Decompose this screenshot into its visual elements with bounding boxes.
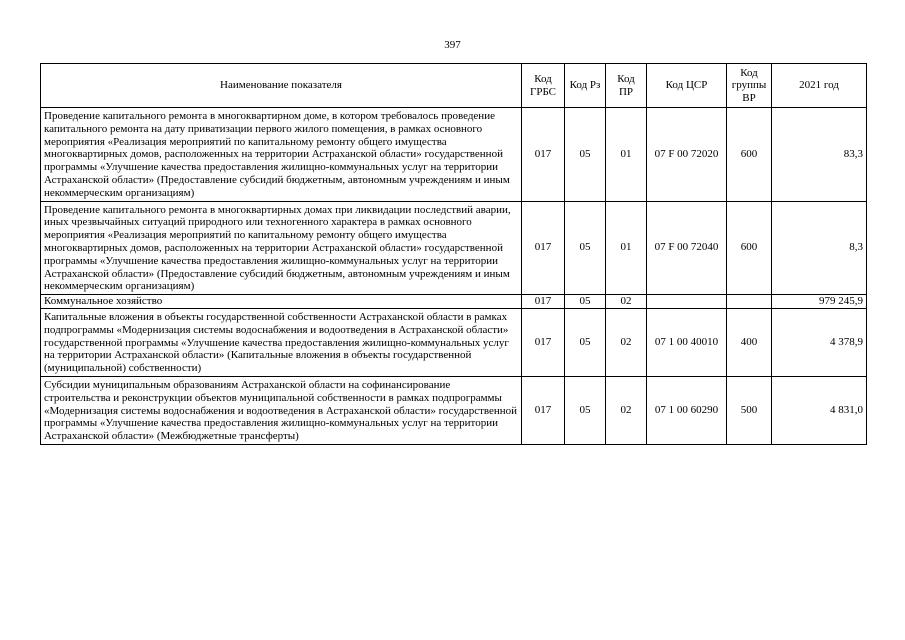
row-amount: 83,3 bbox=[772, 108, 867, 202]
row-vr: 500 bbox=[727, 376, 772, 444]
header-name: Наименование показателя bbox=[41, 64, 522, 108]
row-rz: 05 bbox=[565, 376, 606, 444]
row-csr: 07 F 00 72040 bbox=[647, 201, 727, 295]
row-csr: 07 1 00 60290 bbox=[647, 376, 727, 444]
header-csr: Код ЦСР bbox=[647, 64, 727, 108]
row-amount: 8,3 bbox=[772, 201, 867, 295]
page-number: 397 bbox=[444, 39, 461, 51]
header-vr: Код группы ВР bbox=[727, 64, 772, 108]
row-grbs: 017 bbox=[522, 376, 565, 444]
row-pr: 02 bbox=[606, 295, 647, 309]
header-rz: Код Рз bbox=[565, 64, 606, 108]
row-vr: 600 bbox=[727, 201, 772, 295]
table-header-row bbox=[41, 64, 867, 108]
row-vr bbox=[727, 295, 772, 309]
header-year: 2021 год bbox=[772, 64, 867, 108]
row-vr: 600 bbox=[727, 108, 772, 202]
row-name: Коммунальное хозяйство bbox=[41, 295, 522, 309]
row-pr: 01 bbox=[606, 201, 647, 295]
table-row bbox=[41, 108, 867, 202]
row-pr: 02 bbox=[606, 308, 647, 376]
row-amount: 979 245,9 bbox=[772, 295, 867, 309]
row-rz: 05 bbox=[565, 308, 606, 376]
row-pr: 02 bbox=[606, 376, 647, 444]
row-rz: 05 bbox=[565, 108, 606, 202]
row-grbs: 017 bbox=[522, 201, 565, 295]
row-name: Проведение капитального ремонта в многоквартирном доме, в котором требовалось проведение капитального ремонта на дату приватизации первого жилого помещения, в рамках основного мероприятия «Реализация мероприятий по капитальному ремонту общего имущества многоквартирных домов, расположенных на территории Астраханской области» государственной программы «Улучшение качества предоставления жилищно-коммунальных услуг на территории Астраханской области» (Предоставление субсидий бюджетным, автономным учреждениям и иным некоммерческим организациям) bbox=[41, 108, 522, 202]
row-name: Субсидии муниципальным образованиям Астраханской области на софинансирование строительства и реконструкции объектов муниципальной собственности в рамках подпрограммы «Модернизация системы водоснабжения и водоотведения в Астраханской области» государственной программы «Улучшение качества предоставления жилищно-коммунальных услуг на территории Астраханской области» (Межбюджетные трансферты) bbox=[41, 376, 522, 444]
row-rz: 05 bbox=[565, 295, 606, 309]
row-csr bbox=[647, 295, 727, 309]
row-csr: 07 F 00 72020 bbox=[647, 108, 727, 202]
row-pr: 01 bbox=[606, 108, 647, 202]
row-grbs: 017 bbox=[522, 308, 565, 376]
row-name: Капитальные вложения в объекты государственной собственности Астраханской области в рамках подпрограммы «Модернизация системы водоснабжения и водоотведения в Астраханской области» государственной программы «Улучшение качества предоставления жилищно-коммунальных услуг на территории Астраханской области» (Капитальные вложения в объекты государственной (муниципальной) собственности) bbox=[41, 308, 522, 376]
header-grbs: Код ГРБС bbox=[522, 64, 565, 108]
row-grbs: 017 bbox=[522, 108, 565, 202]
row-amount: 4 378,9 bbox=[772, 308, 867, 376]
row-grbs: 017 bbox=[522, 295, 565, 309]
row-name: Проведение капитального ремонта в многоквартирных домах при ликвидации последствий аварии, иных чрезвычайных ситуаций природного или техногенного характера в рамках основного мероприятия «Реализация мероприятий по капитальному ремонту общего имущества многоквартирных домов, расположенных на территории Астраханской области» государственной программы «Улучшение качества предоставления жилищно-коммунальных услуг на территории Астраханской области» (Предоставление субсидий бюджетным, автономным учреждениям и иным некоммерческим организациям) bbox=[41, 201, 522, 295]
budget-table bbox=[40, 63, 867, 445]
row-amount: 4 831,0 bbox=[772, 376, 867, 444]
table-row bbox=[41, 295, 867, 309]
table-row bbox=[41, 376, 867, 444]
table-row bbox=[41, 308, 867, 376]
row-vr: 400 bbox=[727, 308, 772, 376]
row-rz: 05 bbox=[565, 201, 606, 295]
header-pr: Код ПР bbox=[606, 64, 647, 108]
row-csr: 07 1 00 40010 bbox=[647, 308, 727, 376]
table-row bbox=[41, 201, 867, 295]
